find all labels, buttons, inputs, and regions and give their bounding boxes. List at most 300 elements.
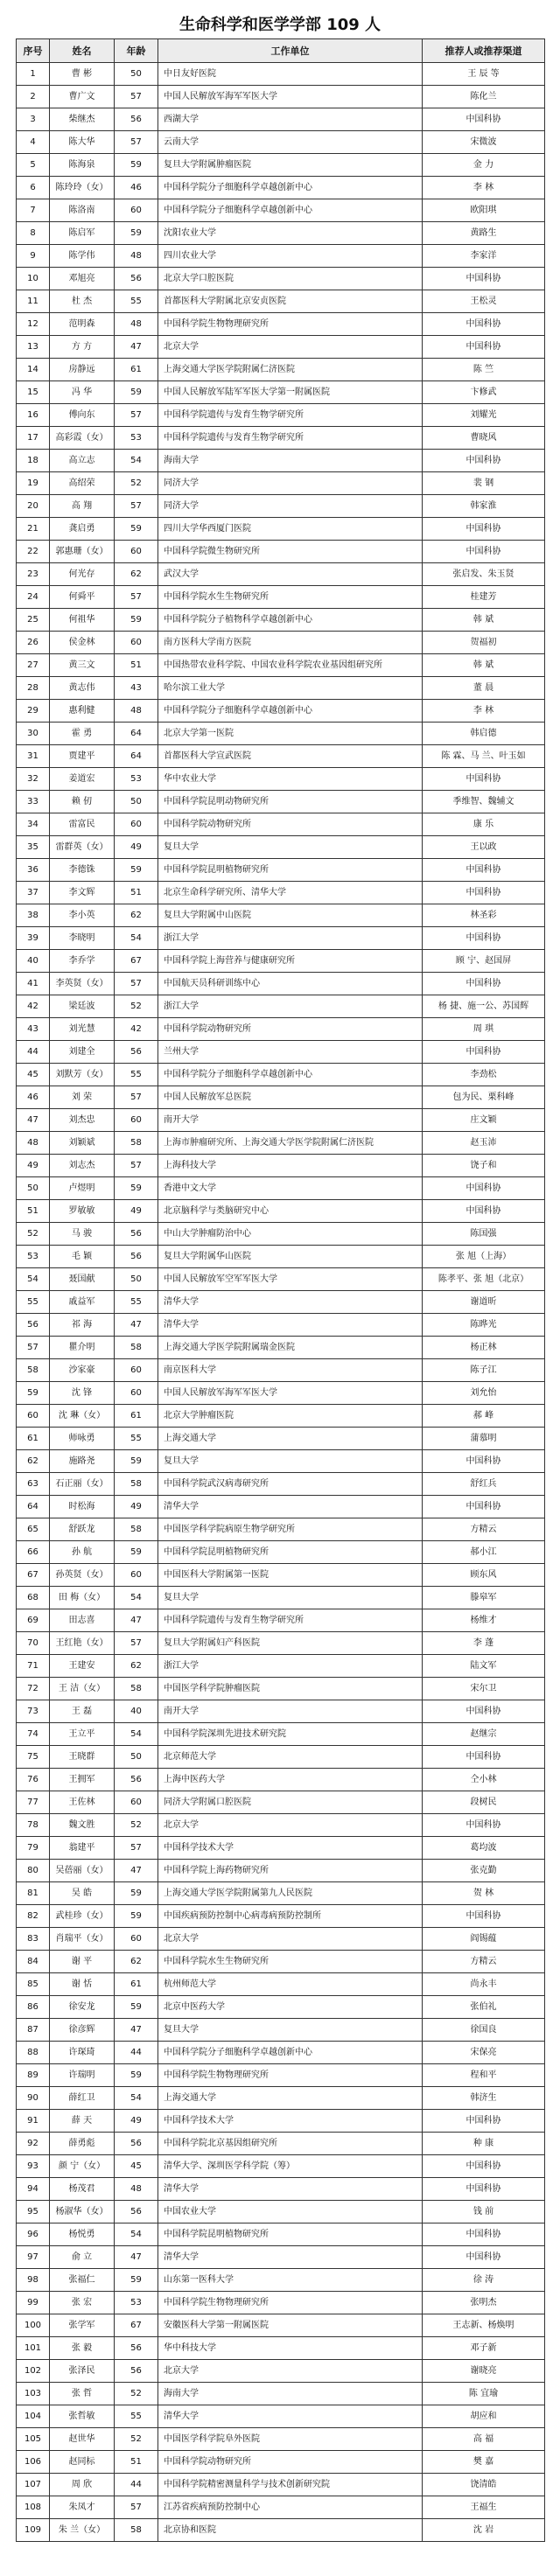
- cell-name: 朱凤才: [50, 2496, 115, 2519]
- cell-age: 56: [115, 108, 158, 131]
- table-row: [17, 2314, 545, 2337]
- table-row: [17, 904, 545, 927]
- cell-index: 83: [17, 1928, 50, 1951]
- cell-index: 49: [17, 1155, 50, 1177]
- cell-age: 51: [115, 2451, 158, 2474]
- cell-index: 26: [17, 632, 50, 654]
- table-row: [17, 2064, 545, 2087]
- cell-name: 刘光慧: [50, 1018, 115, 1041]
- cell-index: 37: [17, 882, 50, 904]
- cell-age: 54: [115, 2087, 158, 2110]
- table-row: [17, 245, 545, 268]
- cell-index: 79: [17, 1837, 50, 1860]
- cell-age: 50: [115, 1746, 158, 1769]
- cell-unit: 清华大学: [158, 1314, 423, 1337]
- cell-index: 33: [17, 791, 50, 813]
- table-row: [17, 1268, 545, 1291]
- cell-recommender: 舒红兵: [423, 1473, 545, 1496]
- cell-recommender: 中国科协: [423, 450, 545, 472]
- table-row: [17, 1951, 545, 1973]
- cell-name: 龚启勇: [50, 518, 115, 541]
- cell-unit: 中国医学科学院阜外医院: [158, 2428, 423, 2451]
- table-row: [17, 177, 545, 199]
- table-row: [17, 2496, 545, 2519]
- cell-index: 18: [17, 450, 50, 472]
- cell-name: 陈学伟: [50, 245, 115, 268]
- table-row: [17, 2519, 545, 2542]
- table-row: [17, 1177, 545, 1200]
- cell-unit: 中国科学院分子细胞科学卓越创新中心: [158, 1064, 423, 1086]
- cell-name: 薛勇彪: [50, 2133, 115, 2155]
- cell-unit: 复旦大学: [158, 1450, 423, 1473]
- cell-index: 4: [17, 131, 50, 154]
- table-row: [17, 1541, 545, 1564]
- cell-index: 43: [17, 1018, 50, 1041]
- cell-name: 高绍荣: [50, 472, 115, 495]
- cell-recommender: 贺福初: [423, 632, 545, 654]
- cell-recommender: 中国科协: [423, 973, 545, 995]
- cell-unit: 中国科学院昆明植物研究所: [158, 2223, 423, 2246]
- cell-recommender: 郝 峰: [423, 1405, 545, 1428]
- cell-age: 67: [115, 950, 158, 973]
- table-row: [17, 1905, 545, 1928]
- cell-recommender: 杨维才: [423, 1609, 545, 1632]
- cell-name: 黄三文: [50, 654, 115, 677]
- cell-unit: 清华大学: [158, 1291, 423, 1314]
- cell-index: 87: [17, 2019, 50, 2042]
- cell-index: 22: [17, 541, 50, 563]
- table-row: [17, 2405, 545, 2428]
- cell-recommender: 中国科协: [423, 268, 545, 290]
- cell-age: 59: [115, 1450, 158, 1473]
- cell-name: 赖 仞: [50, 791, 115, 813]
- cell-unit: 山东第一医科大学: [158, 2269, 423, 2292]
- cell-index: 75: [17, 1746, 50, 1769]
- cell-recommender: 陈 宜瑜: [423, 2383, 545, 2405]
- cell-name: 雷群英（女）: [50, 836, 115, 859]
- cell-recommender: 王福生: [423, 2496, 545, 2519]
- cell-age: 57: [115, 404, 158, 427]
- cell-index: 56: [17, 1314, 50, 1337]
- cell-name: 曹广文: [50, 86, 115, 108]
- cell-index: 57: [17, 1337, 50, 1359]
- cell-index: 39: [17, 927, 50, 950]
- cell-age: 56: [115, 2337, 158, 2360]
- cell-index: 98: [17, 2269, 50, 2292]
- cell-age: 58: [115, 2519, 158, 2542]
- cell-unit: 沈阳农业大学: [158, 222, 423, 245]
- cell-name: 杨淑华（女）: [50, 2201, 115, 2223]
- table-row: [17, 1791, 545, 1814]
- table-row: [17, 199, 545, 222]
- table-row: [17, 1973, 545, 1996]
- cell-age: 49: [115, 836, 158, 859]
- cell-recommender: 黄路生: [423, 222, 545, 245]
- cell-index: 8: [17, 222, 50, 245]
- cell-index: 64: [17, 1496, 50, 1518]
- cell-name: 黄志伟: [50, 677, 115, 700]
- cell-unit: 中国科学院北京基因组研究所: [158, 2133, 423, 2155]
- cell-index: 27: [17, 654, 50, 677]
- cell-age: 47: [115, 1860, 158, 1882]
- cell-age: 51: [115, 882, 158, 904]
- cell-age: 59: [115, 1905, 158, 1928]
- cell-name: 何光存: [50, 563, 115, 586]
- table-row: [17, 381, 545, 404]
- cell-recommender: 郝小江: [423, 1541, 545, 1564]
- cell-age: 54: [115, 450, 158, 472]
- cell-age: 47: [115, 2246, 158, 2269]
- table-row: [17, 586, 545, 609]
- cell-name: 梁廷波: [50, 995, 115, 1018]
- cell-name: 陈海泉: [50, 154, 115, 177]
- table-row: [17, 268, 545, 290]
- table-row: [17, 859, 545, 882]
- cell-age: 50: [115, 1268, 158, 1291]
- table-row: [17, 63, 545, 86]
- cell-index: 48: [17, 1132, 50, 1155]
- cell-unit: 中国科学院遗传与发育生物学研究所: [158, 1609, 423, 1632]
- cell-name: 高 翔: [50, 495, 115, 518]
- cell-index: 61: [17, 1428, 50, 1450]
- table-row: [17, 2474, 545, 2496]
- table-row: [17, 222, 545, 245]
- cell-age: 44: [115, 2042, 158, 2064]
- cell-unit: 中国科学院武汉病毒研究所: [158, 1473, 423, 1496]
- cell-index: 42: [17, 995, 50, 1018]
- table-row: [17, 1723, 545, 1746]
- cell-index: 19: [17, 472, 50, 495]
- cell-age: 54: [115, 1587, 158, 1609]
- cell-age: 60: [115, 1359, 158, 1382]
- cell-name: 刘建全: [50, 1041, 115, 1064]
- cell-unit: 武汉大学: [158, 563, 423, 586]
- cell-index: 32: [17, 768, 50, 791]
- cell-age: 48: [115, 2178, 158, 2201]
- cell-index: 28: [17, 677, 50, 700]
- cell-name: 王建安: [50, 1655, 115, 1678]
- cell-name: 李德铢: [50, 859, 115, 882]
- cell-recommender: 中国科协: [423, 541, 545, 563]
- cell-unit: 南开大学: [158, 1700, 423, 1723]
- cell-unit: 四川农业大学: [158, 245, 423, 268]
- cell-unit: 中国医科大学附属第一医院: [158, 1564, 423, 1587]
- cell-unit: 华中农业大学: [158, 768, 423, 791]
- cell-index: 109: [17, 2519, 50, 2542]
- cell-age: 54: [115, 1723, 158, 1746]
- cell-age: 62: [115, 1951, 158, 1973]
- cell-recommender: 韩启德: [423, 723, 545, 745]
- cell-unit: 兰州大学: [158, 1041, 423, 1064]
- cell-age: 62: [115, 904, 158, 927]
- cell-name: 柴继杰: [50, 108, 115, 131]
- cell-name: 赵同标: [50, 2451, 115, 2474]
- cell-name: 颜 宁（女）: [50, 2155, 115, 2178]
- cell-age: 48: [115, 245, 158, 268]
- cell-index: 62: [17, 1450, 50, 1473]
- cell-name: 李小英: [50, 904, 115, 927]
- cell-name: 张泽民: [50, 2360, 115, 2383]
- cell-unit: 中国科学院遗传与发育生物学研究所: [158, 427, 423, 450]
- cell-age: 57: [115, 973, 158, 995]
- cell-recommender: 李 蓬: [423, 1632, 545, 1655]
- cell-recommender: 李 林: [423, 177, 545, 199]
- cell-recommender: 尚永丰: [423, 1973, 545, 1996]
- cell-recommender: 康 乐: [423, 813, 545, 836]
- cell-unit: 南开大学: [158, 1109, 423, 1132]
- cell-recommender: 中国科协: [423, 859, 545, 882]
- table-row: [17, 723, 545, 745]
- cell-unit: 中国医学科学院病原生物学研究所: [158, 1518, 423, 1541]
- cell-age: 67: [115, 2314, 158, 2337]
- cell-name: 武桂珍（女）: [50, 1905, 115, 1928]
- cell-index: 59: [17, 1382, 50, 1405]
- table-row: [17, 2042, 545, 2064]
- cell-name: 陈启军: [50, 222, 115, 245]
- cell-unit: 同济大学附属口腔医院: [158, 1791, 423, 1814]
- cell-unit: 中国人民解放军总医院: [158, 1086, 423, 1109]
- cell-unit: 清华大学: [158, 2246, 423, 2269]
- cell-age: 58: [115, 1132, 158, 1155]
- cell-unit: 复旦大学: [158, 2019, 423, 2042]
- cell-unit: 上海中医药大学: [158, 1769, 423, 1791]
- cell-unit: 海南大学: [158, 450, 423, 472]
- cell-unit: 中国科学院分子细胞科学卓越创新中心: [158, 199, 423, 222]
- cell-age: 57: [115, 86, 158, 108]
- cell-age: 56: [115, 2133, 158, 2155]
- cell-index: 80: [17, 1860, 50, 1882]
- cell-recommender: 谢道昕: [423, 1291, 545, 1314]
- cell-unit: 中国科学院昆明动物研究所: [158, 791, 423, 813]
- cell-recommender: 赵继宗: [423, 1723, 545, 1746]
- cell-age: 52: [115, 1814, 158, 1837]
- cell-name: 霍 勇: [50, 723, 115, 745]
- cell-unit: 上海交通大学医学院附属第九人民医院: [158, 1882, 423, 1905]
- cell-index: 102: [17, 2360, 50, 2383]
- cell-unit: 北京中医药大学: [158, 1996, 423, 2019]
- cell-unit: 中国科学技术大学: [158, 1837, 423, 1860]
- table-row: [17, 427, 545, 450]
- cell-unit: 上海交通大学: [158, 2087, 423, 2110]
- table-row: [17, 1996, 545, 2019]
- cell-name: 陈大华: [50, 131, 115, 154]
- cell-age: 57: [115, 1837, 158, 1860]
- cell-index: 34: [17, 813, 50, 836]
- cell-name: 孙 航: [50, 1541, 115, 1564]
- cell-name: 范明森: [50, 313, 115, 336]
- cell-name: 高立志: [50, 450, 115, 472]
- cell-name: 聂国献: [50, 1268, 115, 1291]
- cell-age: 53: [115, 768, 158, 791]
- cell-name: 翁建平: [50, 1837, 115, 1860]
- table-row: [17, 654, 545, 677]
- cell-recommender: 张启发、朱玉贤: [423, 563, 545, 586]
- cell-unit: 北京大学口腔医院: [158, 268, 423, 290]
- table-row: [17, 1041, 545, 1064]
- cell-unit: 中国科学院精密测量科学与技术创新研究院: [158, 2474, 423, 2496]
- cell-age: 57: [115, 1086, 158, 1109]
- cell-unit: 中国农业大学: [158, 2201, 423, 2223]
- cell-unit: 中国医学科学院肿瘤医院: [158, 1678, 423, 1700]
- cell-index: 1: [17, 63, 50, 86]
- cell-recommender: 中国科协: [423, 2155, 545, 2178]
- table-row: [17, 2337, 545, 2360]
- cell-unit: 北京大学: [158, 1814, 423, 1837]
- cell-name: 王 磊: [50, 1700, 115, 1723]
- table-row: [17, 927, 545, 950]
- cell-index: 81: [17, 1882, 50, 1905]
- cell-recommender: 樊 嘉: [423, 2451, 545, 2474]
- cell-unit: 中国科学院上海药物研究所: [158, 1860, 423, 1882]
- cell-age: 59: [115, 1541, 158, 1564]
- table-row: [17, 2178, 545, 2201]
- cell-index: 97: [17, 2246, 50, 2269]
- table-row: [17, 2269, 545, 2292]
- cell-age: 57: [115, 1155, 158, 1177]
- table-row: [17, 1155, 545, 1177]
- table-row: [17, 2087, 545, 2110]
- cell-unit: 同济大学: [158, 495, 423, 518]
- cell-index: 44: [17, 1041, 50, 1064]
- table-row: [17, 1814, 545, 1837]
- cell-unit: 上海交通大学: [158, 1428, 423, 1450]
- cell-age: 60: [115, 1109, 158, 1132]
- cell-unit: 中国科学院分子细胞科学卓越创新中心: [158, 2042, 423, 2064]
- cell-age: 59: [115, 1177, 158, 1200]
- cell-unit: 中国科学院昆明植物研究所: [158, 1541, 423, 1564]
- table-row: [17, 2155, 545, 2178]
- cell-index: 106: [17, 2451, 50, 2474]
- cell-recommender: 中国科协: [423, 1814, 545, 1837]
- cell-name: 惠利健: [50, 700, 115, 723]
- cell-index: 107: [17, 2474, 50, 2496]
- cell-age: 49: [115, 1496, 158, 1518]
- cell-recommender: 中国科协: [423, 2110, 545, 2133]
- cell-name: 刘颖斌: [50, 1132, 115, 1155]
- cell-unit: 中国疾病预防控制中心病毒病预防控制所: [158, 1905, 423, 1928]
- cell-recommender: 中国科协: [423, 2246, 545, 2269]
- cell-index: 23: [17, 563, 50, 586]
- cell-recommender: 仝小林: [423, 1769, 545, 1791]
- cell-name: 谢 恬: [50, 1973, 115, 1996]
- cell-age: 52: [115, 2383, 158, 2405]
- cell-name: 魏文胜: [50, 1814, 115, 1837]
- cell-name: 张 哲: [50, 2383, 115, 2405]
- cell-index: 45: [17, 1064, 50, 1086]
- table-row: [17, 154, 545, 177]
- cell-name: 房静远: [50, 359, 115, 381]
- cell-unit: 上海市肿瘤研究所、上海交通大学医学院附属仁济医院: [158, 1132, 423, 1155]
- cell-unit: 中国科学技术大学: [158, 2110, 423, 2133]
- cell-age: 62: [115, 1655, 158, 1678]
- table-row: [17, 609, 545, 632]
- cell-age: 59: [115, 2064, 158, 2087]
- table-row: [17, 1314, 545, 1337]
- cell-recommender: 董 晨: [423, 677, 545, 700]
- cell-unit: 北京大学: [158, 1928, 423, 1951]
- cell-index: 82: [17, 1905, 50, 1928]
- cell-name: 何舜平: [50, 586, 115, 609]
- table-row: [17, 1200, 545, 1223]
- cell-unit: 上海交通大学医学院附属瑞金医院: [158, 1337, 423, 1359]
- cell-unit: 云南大学: [158, 131, 423, 154]
- table-row: [17, 290, 545, 313]
- table-row: [17, 2019, 545, 2042]
- table-row: [17, 1860, 545, 1882]
- cell-age: 57: [115, 1632, 158, 1655]
- cell-name: 邓旭亮: [50, 268, 115, 290]
- cell-age: 60: [115, 632, 158, 654]
- document-title: 生命科学和医学学部 109 人: [178, 16, 382, 34]
- cell-unit: 杭州师范大学: [158, 1973, 423, 1996]
- cell-recommender: 王松灵: [423, 290, 545, 313]
- cell-age: 60: [115, 1791, 158, 1814]
- table-row: [17, 1291, 545, 1314]
- table-row: [17, 1769, 545, 1791]
- table-row: [17, 1496, 545, 1518]
- cell-index: 68: [17, 1587, 50, 1609]
- cell-index: 40: [17, 950, 50, 973]
- cell-recommender: 张 旭（上海）: [423, 1246, 545, 1268]
- cell-unit: 中国科学院深圳先进技术研究院: [158, 1723, 423, 1746]
- cell-age: 52: [115, 2428, 158, 2451]
- cell-index: 94: [17, 2178, 50, 2201]
- cell-recommender: 谢晓亮: [423, 2360, 545, 2383]
- cell-index: 73: [17, 1700, 50, 1723]
- cell-name: 许瑞明: [50, 2064, 115, 2087]
- cell-age: 48: [115, 700, 158, 723]
- header-unit: 工作单位: [158, 39, 423, 63]
- cell-name: 石正丽（女）: [50, 1473, 115, 1496]
- cell-recommender: 饶子和: [423, 1155, 545, 1177]
- table-row: [17, 1655, 545, 1678]
- cell-name: 田志喜: [50, 1609, 115, 1632]
- cell-recommender: 徐 涛: [423, 2269, 545, 2292]
- table-row: [17, 1746, 545, 1769]
- cell-name: 张 宏: [50, 2292, 115, 2314]
- cell-index: 60: [17, 1405, 50, 1428]
- cell-name: 王立平: [50, 1723, 115, 1746]
- table-row: [17, 2133, 545, 2155]
- table-row: [17, 1382, 545, 1405]
- cell-recommender: 中国科协: [423, 1746, 545, 1769]
- cell-unit: 清华大学: [158, 1496, 423, 1518]
- cell-recommender: 赵玉沛: [423, 1132, 545, 1155]
- cell-recommender: 中国科协: [423, 1496, 545, 1518]
- cell-recommender: 王 辰 等: [423, 63, 545, 86]
- cell-recommender: 庄文颖: [423, 1109, 545, 1132]
- table-row: [17, 1246, 545, 1268]
- cell-recommender: 李 林: [423, 700, 545, 723]
- cell-unit: 中国科学院分子细胞科学卓越创新中心: [158, 177, 423, 199]
- table-row: [17, 2292, 545, 2314]
- table-row: [17, 2246, 545, 2269]
- cell-name: 薛红卫: [50, 2087, 115, 2110]
- table-row: [17, 108, 545, 131]
- cell-unit: 华中科技大学: [158, 2337, 423, 2360]
- cell-recommender: 张克勤: [423, 1860, 545, 1882]
- cell-unit: 香港中文大学: [158, 1177, 423, 1200]
- cell-name: 李文辉: [50, 882, 115, 904]
- table-row: [17, 1223, 545, 1246]
- cell-index: 20: [17, 495, 50, 518]
- cell-index: 88: [17, 2042, 50, 2064]
- cell-age: 46: [115, 177, 158, 199]
- cell-unit: 中日友好医院: [158, 63, 423, 86]
- cell-index: 50: [17, 1177, 50, 1200]
- cell-index: 25: [17, 609, 50, 632]
- cell-recommender: 陈孝平、张 旭（北京）: [423, 1268, 545, 1291]
